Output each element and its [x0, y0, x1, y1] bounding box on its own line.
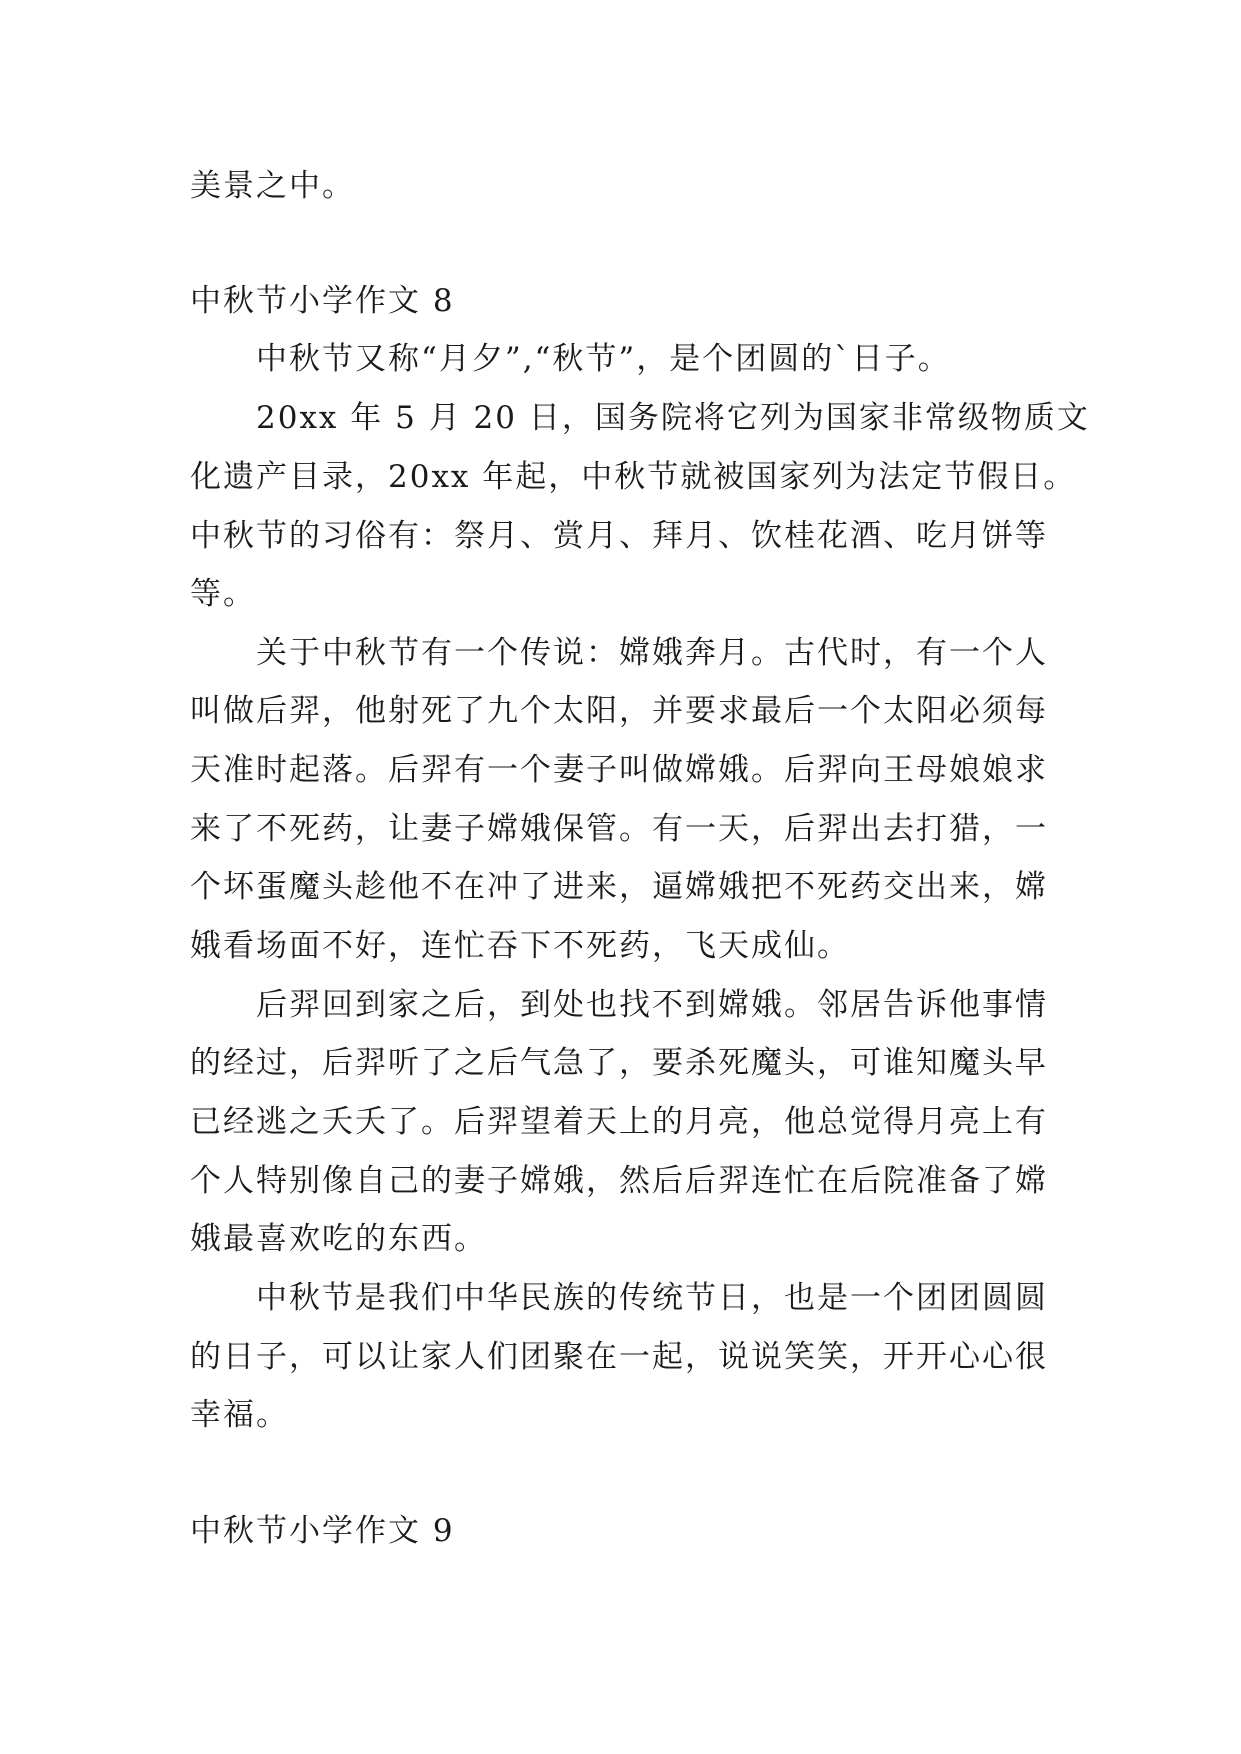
text-line: 娥看场面不好，连忙吞下不死药，飞天成仙。: [190, 928, 850, 964]
text-line: 中秋节又称“月夕”,“秋节”，是个团圆的`日子。: [256, 341, 951, 377]
text-line: 个坏蛋魔头趁他不在冲了进来，逼嫦娥把不死药交出来，嫦: [190, 869, 1048, 905]
text-line: 等。: [190, 576, 256, 612]
text-line: 20xx 年 5 月 20 日，国务院将它列为国家非常级物质文: [256, 400, 1090, 436]
text-line: 中秋节的习俗有：祭月、赏月、拜月、饮桂花酒、吃月饼等: [190, 518, 1048, 554]
text-line: 中秋节是我们中华民族的传统节日，也是一个团团圆圆: [256, 1280, 1048, 1316]
text-line: 叫做后羿，他射死了九个太阳，并要求最后一个太阳必须每: [190, 693, 1048, 729]
text-line: 娥最喜欢吃的东西。: [190, 1221, 487, 1257]
text-line: 的经过，后羿听了之后气急了，要杀死魔头，可谁知魔头早: [190, 1045, 1048, 1081]
text-line: 的日子，可以让家人们团聚在一起，说说笑笑，开开心心很: [190, 1339, 1048, 1375]
text-line: 已经逃之夭夭了。后羿望着天上的月亮，他总觉得月亮上有: [190, 1104, 1048, 1140]
text-line: 个人特别像自己的妻子嫦娥，然后后羿连忙在后院准备了嫦: [190, 1163, 1048, 1199]
text-line: 化遗产目录，20xx 年起，中秋节就被国家列为法定节假日。: [190, 459, 1077, 495]
text-line: 幸福。: [190, 1397, 289, 1433]
text-line: 后羿回到家之后，到处也找不到嫦娥。邻居告诉他事情: [256, 987, 1048, 1023]
text-line: 关于中秋节有一个传说：嫦娥奔月。古代时，有一个人: [256, 635, 1048, 671]
text-line: 天准时起落。后羿有一个妻子叫做嫦娥。后羿向王母娘娘求: [190, 752, 1048, 788]
section-heading: 中秋节小学作文 9: [190, 1513, 455, 1549]
text-line: 来了不死药，让妻子嫦娥保管。有一天，后羿出去打猎，一: [190, 811, 1048, 847]
section-heading: 中秋节小学作文 8: [190, 283, 455, 319]
text-line: 美景之中。: [190, 168, 355, 204]
